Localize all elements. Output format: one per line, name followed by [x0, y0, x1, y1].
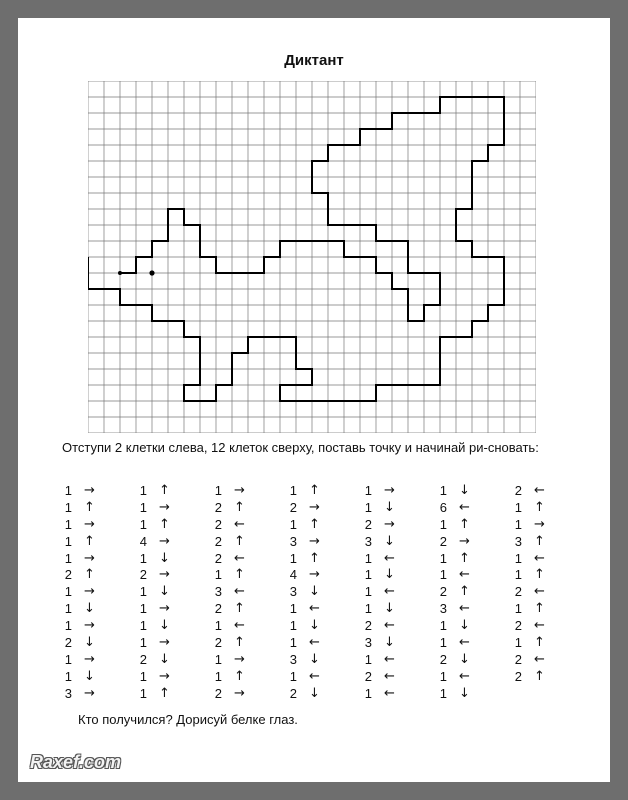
direction-arrow-icon: →: [159, 533, 170, 549]
direction-arrow-icon: ←: [534, 584, 545, 600]
dictation-step: [133, 651, 189, 668]
direction-arrow-icon: ↓: [309, 685, 320, 701]
step-count: 2: [439, 533, 447, 549]
direction-arrow-icon: →: [534, 516, 545, 532]
dictation-step: [208, 566, 264, 583]
dictation-step: [358, 550, 414, 567]
step-count: 1: [439, 482, 447, 498]
step-count: 1: [364, 567, 372, 583]
dictation-step: [283, 651, 339, 668]
direction-arrow-icon: ←: [384, 550, 395, 566]
dictation-step: [358, 600, 414, 617]
dictation-step: [358, 533, 414, 550]
dictation-column: [283, 482, 339, 702]
dictation-column: [433, 482, 489, 702]
dictation-step: [508, 583, 564, 600]
direction-arrow-icon: ↓: [84, 668, 95, 684]
direction-arrow-icon: →: [159, 567, 170, 583]
direction-arrow-icon: ←: [234, 550, 245, 566]
direction-arrow-icon: ↓: [159, 550, 170, 566]
step-count: 1: [514, 499, 522, 515]
direction-arrow-icon: →: [84, 516, 95, 532]
step-count: 1: [364, 601, 372, 617]
direction-arrow-icon: ←: [534, 651, 545, 667]
direction-arrow-icon: ←: [309, 601, 320, 617]
step-count: 1: [289, 634, 297, 650]
direction-arrow-icon: ↑: [159, 685, 170, 701]
step-count: 2: [214, 516, 222, 532]
direction-arrow-icon: ↑: [234, 668, 245, 684]
dictation-step: [283, 550, 339, 567]
step-count: 2: [514, 584, 522, 600]
direction-arrow-icon: ↑: [534, 567, 545, 583]
dictation-column: [358, 482, 414, 702]
step-count: 2: [214, 550, 222, 566]
dictation-step: [58, 617, 114, 634]
step-count: 1: [139, 668, 147, 684]
dictation-step: [133, 533, 189, 550]
dictation-step: [508, 550, 564, 567]
dictation-step: [133, 499, 189, 516]
dictation-step: [208, 550, 264, 567]
direction-arrow-icon: ↑: [234, 634, 245, 650]
dictation-step: [433, 685, 489, 702]
dictation-step: [358, 634, 414, 651]
direction-arrow-icon: ↑: [84, 567, 95, 583]
dictation-step: [208, 668, 264, 685]
step-count: 1: [64, 651, 72, 667]
direction-arrow-icon: →: [309, 567, 320, 583]
step-count: 1: [214, 668, 222, 684]
direction-arrow-icon: ↑: [234, 567, 245, 583]
dictation-step: [208, 583, 264, 600]
dictation-step: [133, 482, 189, 499]
step-count: 1: [139, 685, 147, 701]
direction-arrow-icon: ←: [534, 618, 545, 634]
dictation-step: [358, 516, 414, 533]
dictation-step: [208, 685, 264, 702]
step-count: 1: [139, 516, 147, 532]
step-count: 1: [214, 651, 222, 667]
step-count: 2: [139, 567, 147, 583]
step-count: 1: [64, 482, 72, 498]
dictation-step: [208, 651, 264, 668]
dictation-step: [58, 583, 114, 600]
step-count: 1: [64, 533, 72, 549]
direction-arrow-icon: ←: [534, 550, 545, 566]
direction-arrow-icon: →: [84, 550, 95, 566]
dictation-step: [508, 600, 564, 617]
direction-arrow-icon: →: [384, 516, 395, 532]
direction-arrow-icon: ↓: [309, 618, 320, 634]
direction-arrow-icon: ←: [234, 516, 245, 532]
step-count: 1: [214, 482, 222, 498]
step-count: 2: [214, 533, 222, 549]
step-count: 1: [214, 618, 222, 634]
dictation-step: [133, 550, 189, 567]
direction-arrow-icon: ↓: [384, 601, 395, 617]
dictation-step: [58, 566, 114, 583]
step-count: 1: [439, 550, 447, 566]
dictation-step: [433, 533, 489, 550]
step-count: 2: [214, 634, 222, 650]
dictation-step: [58, 651, 114, 668]
dictation-step: [283, 685, 339, 702]
dictation-step: [283, 533, 339, 550]
direction-arrow-icon: ↓: [159, 584, 170, 600]
step-count: 1: [439, 685, 447, 701]
step-count: 3: [364, 634, 372, 650]
step-count: 1: [289, 618, 297, 634]
direction-arrow-icon: ↑: [534, 533, 545, 549]
direction-arrow-icon: ↓: [459, 482, 470, 498]
direction-arrow-icon: ↑: [534, 601, 545, 617]
step-count: 1: [514, 567, 522, 583]
direction-arrow-icon: ↓: [84, 634, 95, 650]
dictation-step: [283, 668, 339, 685]
dictation-step: [58, 634, 114, 651]
step-count: 1: [439, 618, 447, 634]
dictation-step: [133, 600, 189, 617]
dictation-step: [58, 482, 114, 499]
step-count: 2: [214, 601, 222, 617]
step-count: 2: [514, 668, 522, 684]
dictation-step: [433, 499, 489, 516]
step-count: 2: [64, 634, 72, 650]
direction-arrow-icon: →: [159, 499, 170, 515]
step-count: 2: [439, 584, 447, 600]
dictation-step: [433, 516, 489, 533]
direction-arrow-icon: →: [234, 651, 245, 667]
dictation-step: [208, 617, 264, 634]
step-count: 3: [289, 584, 297, 600]
dictation-step: [283, 600, 339, 617]
step-count: 3: [514, 533, 522, 549]
direction-arrow-icon: ↓: [384, 533, 395, 549]
dictation-column: [508, 482, 564, 685]
dictation-step: [358, 651, 414, 668]
direction-arrow-icon: →: [84, 584, 95, 600]
dictation-step: [283, 482, 339, 499]
step-count: 4: [289, 567, 297, 583]
step-count: 1: [139, 584, 147, 600]
step-count: 2: [64, 567, 72, 583]
start-dot: [118, 271, 122, 275]
step-count: 1: [364, 685, 372, 701]
dictation-step: [358, 499, 414, 516]
direction-arrow-icon: →: [84, 685, 95, 701]
direction-arrow-icon: ←: [234, 584, 245, 600]
dictation-step: [58, 499, 114, 516]
dictation-step: [208, 600, 264, 617]
direction-arrow-icon: ↑: [459, 550, 470, 566]
direction-arrow-icon: →: [234, 482, 245, 498]
direction-arrow-icon: ↑: [534, 634, 545, 650]
dictation-step: [358, 566, 414, 583]
question-text: Кто получился? Дорисуй белке глаз.: [78, 712, 298, 727]
direction-arrow-icon: ←: [384, 668, 395, 684]
step-count: 1: [439, 634, 447, 650]
step-count: 1: [514, 516, 522, 532]
step-count: 2: [139, 651, 147, 667]
step-count: 2: [514, 651, 522, 667]
step-count: 1: [289, 550, 297, 566]
step-count: 3: [289, 651, 297, 667]
page-title: Диктант: [284, 52, 344, 69]
dictation-step: [433, 482, 489, 499]
direction-arrow-icon: ←: [459, 668, 470, 684]
dictation-step: [508, 516, 564, 533]
direction-arrow-icon: ↑: [234, 499, 245, 515]
instruction-text: Отступи 2 клетки слева, 12 клеток сверху, поставь точку и начинай ри-сновать:: [62, 440, 539, 455]
dictation-step: [433, 566, 489, 583]
direction-arrow-icon: ←: [459, 634, 470, 650]
direction-arrow-icon: ↑: [309, 482, 320, 498]
direction-arrow-icon: ↓: [459, 685, 470, 701]
step-count: 1: [364, 499, 372, 515]
step-count: 2: [514, 482, 522, 498]
dictation-step: [133, 566, 189, 583]
direction-arrow-icon: ↑: [84, 533, 95, 549]
dictation-step: [208, 533, 264, 550]
dictation-step: [283, 499, 339, 516]
dictation-column: [133, 482, 189, 702]
dictation-step: [358, 668, 414, 685]
step-count: 1: [139, 601, 147, 617]
step-count: 1: [514, 601, 522, 617]
dictation-step: [58, 600, 114, 617]
step-count: 1: [64, 618, 72, 634]
direction-arrow-icon: ←: [459, 567, 470, 583]
direction-arrow-icon: →: [384, 482, 395, 498]
dictation-step: [508, 668, 564, 685]
direction-arrow-icon: ↓: [309, 584, 320, 600]
step-count: 6: [439, 499, 447, 515]
direction-arrow-icon: →: [84, 651, 95, 667]
step-count: 1: [364, 584, 372, 600]
direction-arrow-icon: ←: [309, 634, 320, 650]
grid-drawing: [88, 81, 536, 433]
step-count: 2: [289, 685, 297, 701]
direction-arrow-icon: →: [309, 499, 320, 515]
direction-arrow-icon: ↓: [84, 601, 95, 617]
step-count: 1: [439, 567, 447, 583]
step-count: 1: [514, 550, 522, 566]
step-count: 2: [364, 516, 372, 532]
direction-arrow-icon: ↑: [534, 668, 545, 684]
direction-arrow-icon: ←: [459, 601, 470, 617]
step-count: 2: [439, 651, 447, 667]
direction-arrow-icon: →: [159, 601, 170, 617]
direction-arrow-icon: →: [84, 618, 95, 634]
direction-arrow-icon: ↓: [384, 567, 395, 583]
step-count: 1: [64, 499, 72, 515]
step-count: 1: [64, 516, 72, 532]
dictation-step: [508, 651, 564, 668]
dictation-step: [58, 550, 114, 567]
direction-arrow-icon: ↑: [159, 516, 170, 532]
dictation-step: [283, 566, 339, 583]
dictation-step: [508, 634, 564, 651]
step-count: 3: [64, 685, 72, 701]
step-count: 1: [364, 550, 372, 566]
step-count: 1: [64, 601, 72, 617]
dictation-step: [358, 583, 414, 600]
step-count: 1: [289, 601, 297, 617]
dictation-step: [208, 499, 264, 516]
step-count: 1: [289, 668, 297, 684]
dictation-step: [58, 516, 114, 533]
direction-arrow-icon: →: [159, 634, 170, 650]
step-count: 2: [214, 499, 222, 515]
dictation-step: [283, 516, 339, 533]
direction-arrow-icon: ↓: [384, 634, 395, 650]
step-count: 1: [139, 499, 147, 515]
dictation-step: [433, 617, 489, 634]
direction-arrow-icon: ↑: [459, 584, 470, 600]
dictation-step: [58, 668, 114, 685]
step-count: 1: [439, 668, 447, 684]
dictation-step: [133, 583, 189, 600]
direction-arrow-icon: ↑: [84, 499, 95, 515]
direction-arrow-icon: →: [309, 533, 320, 549]
direction-arrow-icon: ←: [534, 482, 545, 498]
step-count: 1: [139, 550, 147, 566]
direction-arrow-icon: ↑: [159, 482, 170, 498]
direction-arrow-icon: ←: [234, 618, 245, 634]
dictation-step: [208, 482, 264, 499]
dictation-step: [508, 617, 564, 634]
dictation-step: [133, 516, 189, 533]
step-count: 1: [514, 634, 522, 650]
dictation-step: [283, 583, 339, 600]
dictation-step: [133, 634, 189, 651]
step-count: 3: [289, 533, 297, 549]
step-count: 1: [64, 550, 72, 566]
direction-arrow-icon: ↓: [384, 499, 395, 515]
step-count: 2: [214, 685, 222, 701]
eye-dot: [149, 270, 154, 275]
direction-arrow-icon: ←: [384, 651, 395, 667]
step-count: 4: [139, 533, 147, 549]
step-count: 1: [139, 618, 147, 634]
direction-arrow-icon: ←: [384, 685, 395, 701]
step-count: 3: [364, 533, 372, 549]
dictation-step: [133, 617, 189, 634]
dictation-step: [283, 634, 339, 651]
dictation-column: [208, 482, 264, 702]
dictation-column: [58, 482, 114, 702]
dictation-step: [508, 499, 564, 516]
direction-arrow-icon: ↓: [159, 651, 170, 667]
step-count: 1: [64, 668, 72, 684]
direction-arrow-icon: ↑: [309, 550, 320, 566]
direction-arrow-icon: →: [159, 668, 170, 684]
direction-arrow-icon: ↑: [309, 516, 320, 532]
dictation-step: [433, 550, 489, 567]
direction-arrow-icon: ↑: [234, 601, 245, 617]
step-count: 1: [289, 516, 297, 532]
step-count: 1: [214, 567, 222, 583]
step-count: 1: [364, 651, 372, 667]
direction-arrow-icon: ←: [384, 584, 395, 600]
step-count: 1: [439, 516, 447, 532]
step-count: 2: [289, 499, 297, 515]
direction-arrow-icon: ↑: [534, 499, 545, 515]
dictation-step: [358, 685, 414, 702]
direction-arrow-icon: ←: [384, 618, 395, 634]
dictation-step: [433, 668, 489, 685]
dictation-step: [508, 482, 564, 499]
dictation-step: [283, 617, 339, 634]
direction-arrow-icon: →: [84, 482, 95, 498]
dictation-step: [508, 533, 564, 550]
direction-arrow-icon: ↑: [234, 533, 245, 549]
step-count: 1: [139, 634, 147, 650]
dictation-step: [208, 516, 264, 533]
direction-arrow-icon: ←: [459, 499, 470, 515]
step-count: 1: [139, 482, 147, 498]
watermark: Raxef.com: [30, 752, 122, 772]
direction-arrow-icon: →: [234, 685, 245, 701]
dictation-step: [358, 482, 414, 499]
dictation-step: [208, 634, 264, 651]
step-count: 1: [289, 482, 297, 498]
direction-arrow-icon: ↓: [159, 618, 170, 634]
step-count: 3: [439, 601, 447, 617]
direction-arrow-icon: ↓: [309, 651, 320, 667]
step-count: 2: [364, 618, 372, 634]
step-count: 2: [364, 668, 372, 684]
dictation-step: [433, 634, 489, 651]
direction-arrow-icon: ↑: [459, 516, 470, 532]
step-count: 2: [514, 618, 522, 634]
dictation-step: [433, 600, 489, 617]
direction-arrow-icon: →: [459, 533, 470, 549]
step-count: 1: [364, 482, 372, 498]
dictation-step: [358, 617, 414, 634]
dictation-step: [508, 566, 564, 583]
dictation-step: [433, 583, 489, 600]
step-count: 3: [214, 584, 222, 600]
step-count: 1: [64, 584, 72, 600]
direction-arrow-icon: ↓: [459, 651, 470, 667]
direction-arrow-icon: ←: [309, 668, 320, 684]
dictation-step: [133, 668, 189, 685]
direction-arrow-icon: ↓: [459, 618, 470, 634]
dictation-step: [133, 685, 189, 702]
dictation-step: [433, 651, 489, 668]
dictation-step: [58, 685, 114, 702]
dictation-step: [58, 533, 114, 550]
